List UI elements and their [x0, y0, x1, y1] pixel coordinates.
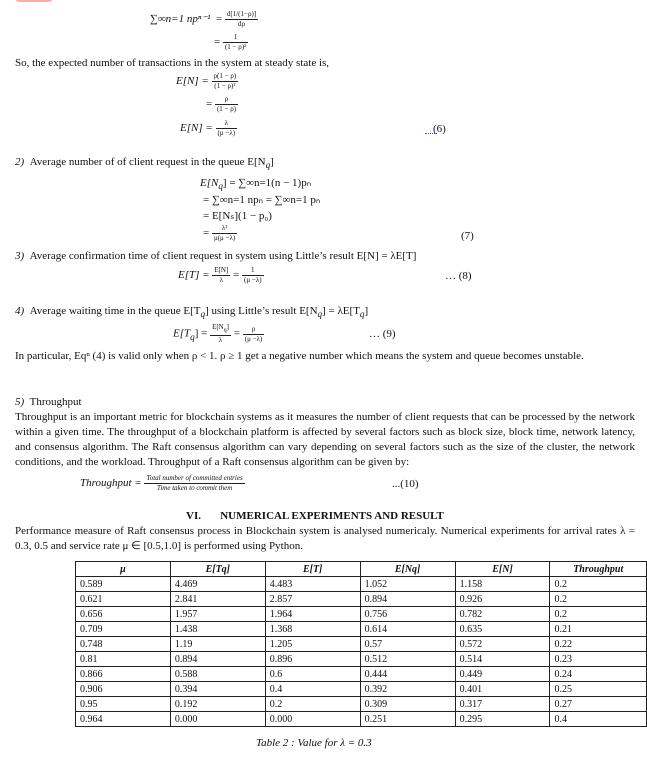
section-paragraph: Performance measure of Raft consensus process in Blockchain system is analysed numericaly. Numerical experiments for arrival rates λ = 0.3, 0.5 and service rate μ ∈ [0.5,1.0] is performed using Python.	[15, 525, 635, 552]
table-cell: 0.2	[265, 697, 360, 712]
table-cell: 0.251	[360, 712, 455, 727]
table-cell: 1.052	[360, 577, 455, 592]
table-cell: 0.656	[76, 607, 171, 622]
table-row	[76, 712, 647, 727]
table-cell: 0.2	[550, 592, 647, 607]
table-row	[76, 697, 647, 712]
table-cell: 1.964	[265, 607, 360, 622]
table-row	[76, 667, 647, 682]
table-cell: 0.2	[550, 577, 647, 592]
eq-sum-result: = $\frac{1}{\text{(1 − ρ)²}}$	[214, 33, 247, 51]
eq-tag-7: (7)	[461, 230, 474, 242]
eq-sum-lhs: ∑∞n=1 npⁿ⁻¹	[150, 13, 211, 26]
table-cell: 1.957	[170, 607, 265, 622]
table-header-row	[76, 562, 647, 577]
table-cell: 0.906	[76, 682, 171, 697]
table-cell: 0.514	[455, 652, 550, 667]
table-cell: 0.894	[360, 592, 455, 607]
table-row	[76, 652, 647, 667]
steady-state-text: So, the expected number of transactions in the system at steady state is,	[15, 57, 330, 69]
spellcheck-squiggle	[425, 133, 437, 134]
validity-paragraph: In particular, Eqⁿ (4) is valid only when ρ < 1. ρ ≥ 1 get a negative number which means the system and queue becomes unstable.	[15, 350, 584, 362]
table-cell: 0.81	[76, 652, 171, 667]
top-highlight-mark	[14, 0, 54, 2]
table-cell: 0.588	[170, 667, 265, 682]
table-cell: 0.896	[265, 652, 360, 667]
eq-Nq-2: = ∑∞n=1 npₙ = ∑∞n=1 pₙ	[203, 194, 321, 206]
table-cell: 2.857	[265, 592, 360, 607]
table-cell: 0.866	[76, 667, 171, 682]
table-cell: 0.449	[455, 667, 550, 682]
results-table	[75, 561, 647, 727]
table-cell: 1.438	[170, 622, 265, 637]
table-header-cell: μ	[76, 562, 171, 577]
table-cell: 0.709	[76, 622, 171, 637]
table-cell: 0.964	[76, 712, 171, 727]
table-cell: 0.24	[550, 667, 647, 682]
table-cell: 0.23	[550, 652, 647, 667]
table-cell: 0.000	[265, 712, 360, 727]
table-cell: 0.4	[550, 712, 647, 727]
table-cell: 0.394	[170, 682, 265, 697]
table-row	[76, 637, 647, 652]
table-row	[76, 592, 647, 607]
table-cell: 0.309	[360, 697, 455, 712]
table-cell: 2.841	[170, 592, 265, 607]
eq-tag-10: ...(10)	[392, 478, 419, 490]
item-2: 2) Average number of of client request in the queue $E[N_q]$	[15, 156, 274, 171]
table-header-cell: E[T]	[265, 562, 360, 577]
table-cell: 0.392	[360, 682, 455, 697]
table-cell: 0.95	[76, 697, 171, 712]
table-cell: 0.57	[360, 637, 455, 652]
table-cell: 0.512	[360, 652, 455, 667]
table-cell: 0.317	[455, 697, 550, 712]
table-header-cell: E[Nq]	[360, 562, 455, 577]
item-4: 4) Average waiting time in the queue $E[T_q]$ using Little’s result $E[N_q] = \lambda E[T_q]$	[15, 305, 369, 320]
eq-derivative-fraction: $\frac{d[1/(1-\rho)]}{d\rho}$	[226, 10, 257, 28]
eq-ETq: $E[T_q]$ = $\frac{E[N_q]}{\lambda}$ = $\frac{\rho}{(\mu -\lambda)}$	[173, 323, 263, 345]
table-cell: 1.19	[170, 637, 265, 652]
table-cell: 0.621	[76, 592, 171, 607]
table-cell: 0.894	[170, 652, 265, 667]
table-header-cell: E[Tq]	[170, 562, 265, 577]
table-row	[76, 682, 647, 697]
eq-Nq-4: = $\frac{\text{λ²}}{\mu(\mu -\lambda)}$	[203, 224, 236, 242]
table-cell: 0.589	[76, 577, 171, 592]
eq-Nq-1: $E[N_q] = \sum\infty n=1(n - 1)p_n$	[200, 177, 312, 192]
results-table-wrap	[75, 561, 647, 727]
table-cell: 0.572	[455, 637, 550, 652]
table-cell: 0.192	[170, 697, 265, 712]
table-cell: 0.6	[265, 667, 360, 682]
table-row	[76, 607, 647, 622]
table-cell: 1.158	[455, 577, 550, 592]
eq-sum-derivative: ∑∞n=1 npⁿ⁻¹ = $\frac{d[1/(1-\rho)]}{d\rho}$	[150, 10, 257, 28]
eq-tag-8: … (8)	[445, 270, 472, 282]
table-cell: 0.25	[550, 682, 647, 697]
section-heading: VI. NUMERICAL EXPERIMENTS AND RESULT	[186, 510, 444, 522]
table-cell: 0.295	[455, 712, 550, 727]
table-cell: 0.000	[170, 712, 265, 727]
table-cell: 4.469	[170, 577, 265, 592]
eq-tag-6: (6)	[433, 123, 446, 135]
table-cell: 0.444	[360, 667, 455, 682]
eq-throughput: Throughput = $\frac{\text{Total number of committed entries}}{\text{Time taken to commit them}}$	[80, 474, 243, 492]
throughput-paragraph: Throughput is an important metric for blockchain systems as it measures the number of client requests that can be processed by the network within a given time. The throughput of a blockchain platform is affected by several factors such as block size, block time, network latency, and consensus algorithm. The Raft consensus algorithm can vary depending on several factors such as the size of the cluster, the network conditions, and the workload. Throughput of a Raft consensus algorithm can be given by:	[15, 411, 635, 468]
table-cell: 0.21	[550, 622, 647, 637]
item-3: 3) Average confirmation time of client request in system using Little’s result E[N] = λE[T]	[15, 250, 417, 262]
eq-Nq-3: = E[Nₛ](1 − p₀)	[203, 210, 272, 222]
table-cell: 0.2	[550, 607, 647, 622]
eq-tag-9: … (9)	[369, 328, 396, 340]
table-row	[76, 622, 647, 637]
table-cell: 0.756	[360, 607, 455, 622]
eq-EN-3: E[N] = $\frac{\lambda}{(\mu -\lambda)}$	[180, 119, 236, 137]
eq-EN-1: E[N] = $\frac{\rho(1 - \rho)}{\text{(1 − ρ)²}}$	[176, 72, 237, 90]
table-cell: 0.635	[455, 622, 550, 637]
table-cell: 1.205	[265, 637, 360, 652]
table-cell: 0.782	[455, 607, 550, 622]
eq-ET: E[T] = $\frac{E[N]}{\lambda}$ = $\frac{1}{(\mu -\lambda)}$	[178, 266, 262, 284]
item-5: 5) Throughput	[15, 396, 82, 408]
table-body	[76, 577, 647, 727]
table-cell: 4.483	[265, 577, 360, 592]
table-cell: 0.614	[360, 622, 455, 637]
table-row	[76, 577, 647, 592]
table-caption: Table 2 : Value for λ = 0.3	[256, 737, 372, 749]
table-header-cell: E[N]	[455, 562, 550, 577]
table-cell: 0.22	[550, 637, 647, 652]
table-cell: 0.4	[265, 682, 360, 697]
table-cell: 0.926	[455, 592, 550, 607]
table-cell: 0.748	[76, 637, 171, 652]
table-cell: 0.401	[455, 682, 550, 697]
table-header-cell: Throughput	[550, 562, 647, 577]
table-cell: 0.27	[550, 697, 647, 712]
table-cell: 1.368	[265, 622, 360, 637]
eq-EN-2: = $\frac{\rho}{(1 - \rho)}$	[206, 95, 237, 113]
